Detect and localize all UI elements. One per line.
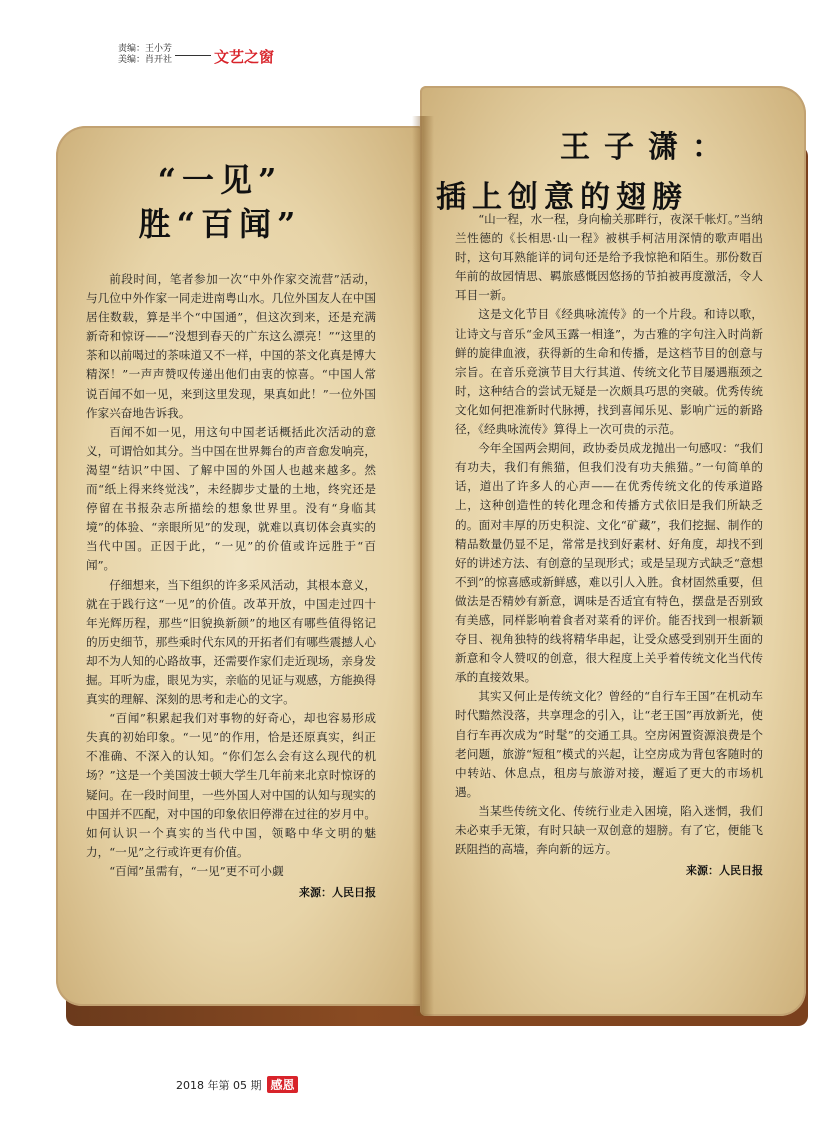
left-title-line2: 胜“百闻” (138, 205, 302, 243)
left-article-body (86, 270, 376, 902)
left-article-source: 来源：人民日报 (299, 886, 376, 899)
right-title-line2: 插上创意的翅膀 (436, 180, 688, 215)
right-paragraph: 今年全国两会期间，政协委员成龙抛出一句感叹：“我们有功夫，我们有熊猫，但我们没有功夫熊猫。”一句简单的话，道出了许多人的心声——在优秀传统文化的传承道路上，这种创造性的转化理念和传播方式依旧是我们所缺乏的。面对丰厚的历史积淀、文化“矿藏”，我们挖掘、制作的精品数量仍显不足，常常是找到好素材、好角度，却找不到好的讲述方法、有创意的呈现形式；或是呈现方式缺乏“意想不到”的惊喜感或新鲜感，难以引人入胜。食材固然重要，但做法是否精妙有新意，调味是否适宜有特色，摆盘是否别致有美感，同样影响着食者对菜肴的评价。能否找到一根新颖夺目、视角独特的线将精华串起，让受众感受到别开生面的新意和令人赞叹的创意，很大程度上关乎着传统文化当代传承的直接效果。 (455, 441, 763, 685)
left-paragraph: 前段时间，笔者参加一次“中外作家交流营”活动，与几位中外作家一同走进南粤山水。几位外国友人在中国居住数载，算是半个“中国通”，但这次到来，还是充满新奇和惊讶——“没想到春天的广东这么漂亮！”“这里的茶和以前喝过的茶味道又不一样，中国的茶文化真是博大精深！”一声声赞叹传递出他们由衷的惊喜。“中国人常说百闻不如一见，来到这里发现，果真如此！”一位外国作家兴奋地告诉我。 (86, 272, 376, 420)
left-paragraph: “百闻”积累起我们对事物的好奇心，却也容易形成失真的初始印象。“一见”的作用，恰是还原真实，纠正不准确、不深入的认知。“你们怎么会有这么现代的机场？”这是一个美国波士顿大学生几年前来北京时惊讶的疑问。在一段时间里，一些外国人对中国的认知与现实的中国并不匹配，对中国的印象依旧停滞在过往的岁月中。如何认识一个真实的当代中国，领略中华文明的魅力，“一见”之行或许更有价值。 (86, 711, 376, 859)
right-paragraph: 当某些传统文化、传统行业走入困境，陷入迷惘，我们未必束手无策，有时只缺一双创意的翅膀。有了它，便能飞跃阻挡的高墙，奔向新的远方。 (455, 803, 763, 857)
editor-name: 责编：王小芳 (118, 44, 173, 54)
page-header (118, 44, 274, 67)
right-paragraph: 其实又何止是传统文化？曾经的“自行车王国”在机动车时代黯然没落，共享理念的引入，让“老王国”再放新光，使自行车再次成为“时髦”的交通工具。空房闲置资源浪费是个老问题，旅游“短租”模式的兴起，让空房成为背包客随时的中转站、休息点，租房与旅游对接，邂逅了更大的市场机遇。 (455, 689, 763, 799)
right-article-body (455, 210, 763, 880)
left-paragraph: “百闻”虽需有，“一见”更不可小觑 (109, 863, 284, 878)
editor-credits (118, 44, 172, 66)
right-paragraph: 这是文化节目《经典咏流传》的一个片段。和诗以歌，让诗文与音乐“金风玉露一相逢”，为古雅的字句注入时尚新鲜的旋律血液，获得新的生命和传播，是这档节目的创意与宗旨。在音乐竞演节目大行其道、传统文化节目屡遇瓶颈之时，这种结合的尝试无疑是一次颇具巧思的突破。优秀传统文化如何把准新时代脉搏，找到喜闻乐见、影响广远的新路径，《经典咏流传》算得上一次可贵的示范。 (455, 307, 763, 437)
magazine-logo: 感恩 (267, 1076, 297, 1093)
issue-number: 2018 年第 05 期 (176, 1078, 262, 1092)
left-paragraph: 仔细想来，当下组织的许多采风活动，其根本意义，就在于践行这“一见”的价值。改革开放，中国走过四十年光辉历程，那些“旧貌换新颜”的地区有哪些值得铭记的历史细节，那些乘时代东风的开拓者们有哪些震撼人心却不为人知的心路故事，还需要作家们走近现场，亲身发掘。耳听为虚，眼见为实，亲临的见证与观感，方能换得真实的理解、深刻的思考和走心的文字。 (86, 577, 376, 707)
left-paragraph: 百闻不如一见，用这句中国老话概括此次活动的意义，可谓恰如其分。当中国在世界舞台的声音愈发响亮，渴望“结识”中国、了解中国的外国人也越来越多。然而“纸上得来终觉浅”，未经脚步丈量的土地，终究还是停留在书报杂志所描绘的想象世界里。没有“身临其境”的体验、“亲眼所见”的发现，就难以真切体会真实的当代中国。正因于此，“一见”的价值或许远胜于“百闻”。 (86, 424, 376, 573)
left-title-line1: “一见” (157, 161, 283, 199)
header-divider (175, 55, 211, 56)
right-article-source: 来源：人民日报 (686, 864, 763, 878)
right-title-line1: 王子潇： (560, 130, 736, 165)
page-footer (176, 1076, 298, 1093)
column-name: 文艺之窗 (214, 48, 275, 66)
left-article-title (90, 158, 350, 246)
book-spine (412, 116, 434, 1016)
right-paragraph: “山一程，水一程，身向榆关那畔行，夜深千帐灯。”当纳兰性德的《长相思·山一程》被棋手柯洁用深情的歌声唱出时，这句耳熟能详的词句还是给予我惊艳和陌生。那份数百年前的故园情思、羁旅感慨因悠扬的节拍被再度激活，令人耳目一新。 (455, 212, 763, 303)
designer-name: 美编：肖开社 (118, 55, 173, 65)
